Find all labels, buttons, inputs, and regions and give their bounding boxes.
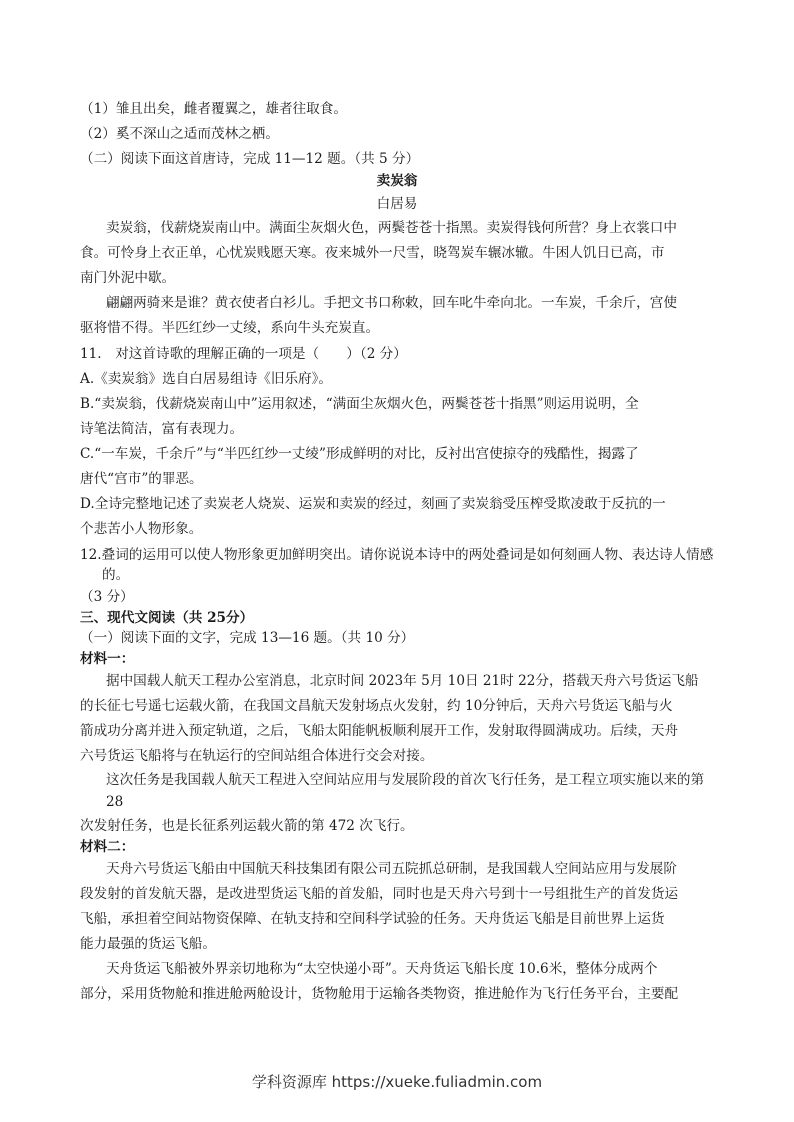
line: 驱将惜不得。半匹红纱一丈绫，系向牛头充炭直。 bbox=[80, 320, 380, 336]
poem-title: 卖炭翁 bbox=[376, 173, 418, 189]
line: 卖炭翁，伐薪烧炭南山中。满面尘灰烟火色，两鬓苍苍十指黑。卖炭得钱何所营？身上衣裳口中 bbox=[106, 220, 677, 236]
line: （二）阅读下面这首唐诗，完成 11—12 题。（共 5 分） bbox=[80, 151, 420, 167]
line: 能力最强的货运飞船。 bbox=[80, 936, 216, 952]
line: 天舟六号货运飞船由中国航天科技集团有限公司五院抓总研制，是我国载人空间站应用与发展阶 bbox=[106, 861, 677, 877]
line: 天舟货运飞船被外界亲切地称为“太空快递小哥”。天舟货运飞船长度 10.6米，整体分成两个 bbox=[106, 961, 658, 977]
line: 诗笔法简洁，富有表现力。 bbox=[80, 421, 244, 437]
line: 的长征七号遥七运载火箭，在我国文昌航天发射场点火发射，约 10分钟后，天舟六号货运飞船与火 bbox=[80, 698, 673, 714]
line: 六号货运飞船将与在轨运行的空间站组合体进行交会对接。 bbox=[80, 748, 434, 764]
line: 翩翩两骑来是谁？黄衣使者白衫儿。手把文书口称敕，回车叱牛牵向北。一车炭，千余斤，宫使 bbox=[106, 295, 677, 311]
option-d: D.全诗完整地记述了卖炭老人烧炭、运炭和卖炭的经过，刻画了卖炭翁受压榨受欺凌敢于反抗的一 bbox=[80, 496, 666, 512]
line: 飞船，承担着空间站物资保障、在轨支持和空间科学试验的任务。天舟货运飞船是目前世界上运货 bbox=[80, 911, 665, 927]
line: 的。 bbox=[102, 567, 130, 583]
line: （一）阅读下面的文字，完成 13—16 题。（共 10 分） bbox=[80, 630, 415, 646]
question-11: 11. 对这首诗歌的理解正确的一项是（ ）（2 分） bbox=[80, 346, 407, 362]
line: 段发射的首发航天器，是改进型货运飞船的首发船，同时也是天舟六号到十一号组批生产的首发货运 bbox=[80, 886, 679, 902]
question-12: 12.叠词的运用可以使人物形象更加鲜明突出。请你说说本诗中的两处叠词是如何刻画人物、表达诗人情感 bbox=[80, 547, 714, 563]
line: 食。可怜身上衣正单，心忧炭贱愿天寒。夜来城外一尺雪，晓驾炭车辗冰辙。牛困人饥日已高，市 bbox=[80, 245, 665, 261]
line: （3 分） bbox=[80, 589, 134, 605]
material-heading: 材料二： bbox=[80, 839, 135, 855]
section-heading: 三、现代文阅读（共 25分） bbox=[80, 610, 254, 626]
line: 个悲苦小人物形象。 bbox=[80, 521, 203, 537]
line: 南门外泥中歇。 bbox=[80, 270, 176, 286]
line: （2）奚不深山之适而茂林之栖。 bbox=[80, 126, 279, 142]
option-c: C.“一车炭，千余斤”与“半匹红纱一丈绫”形成鲜明的对比，反衬出宫使掠夺的残酷性，揭露了 bbox=[80, 446, 639, 462]
line: 箭成功分离并进入预定轨道，之后，飞船太阳能帆板顺利展开工作，发射取得圆满成功。后续，天舟 bbox=[80, 723, 679, 739]
line: 部分，采用货物舱和推进舱两舱设计，货物舱用于运输各类物资，推进舱作为飞行任务平台，主要配 bbox=[80, 986, 679, 1002]
poem-author: 白居易 bbox=[376, 196, 418, 212]
line: 这次任务是我国载人航天工程进入空间站应用与发展阶段的首次飞行任务，是工程立项实施以来的第 bbox=[106, 772, 705, 788]
line: 据中国载人航天工程办公室消息，北京时间 2023年 5月 10日 21时 22分，搭载天舟六号货运飞船 bbox=[106, 673, 699, 689]
option-b: B.“卖炭翁，伐薪烧炭南山中”运用叙述，“满面尘灰烟火色，两鬓苍苍十指黑”则运用说明，全 bbox=[80, 396, 639, 412]
footer-watermark: 学科资源库 https://xueke.fuliadmin.com bbox=[251, 1073, 543, 1091]
line: 次发射任务，也是长征系列运载火箭的第 472 次飞行。 bbox=[80, 818, 414, 834]
option-a: A.《卖炭翁》选自白居易组诗《旧乐府》。 bbox=[80, 371, 333, 387]
line: （1）雏且出矣，雌者覆翼之，雄者往取食。 bbox=[80, 101, 347, 117]
line: 28 bbox=[106, 794, 124, 810]
line: 唐代“宫市”的罪恶。 bbox=[80, 471, 203, 487]
material-heading: 材料一： bbox=[80, 651, 135, 667]
